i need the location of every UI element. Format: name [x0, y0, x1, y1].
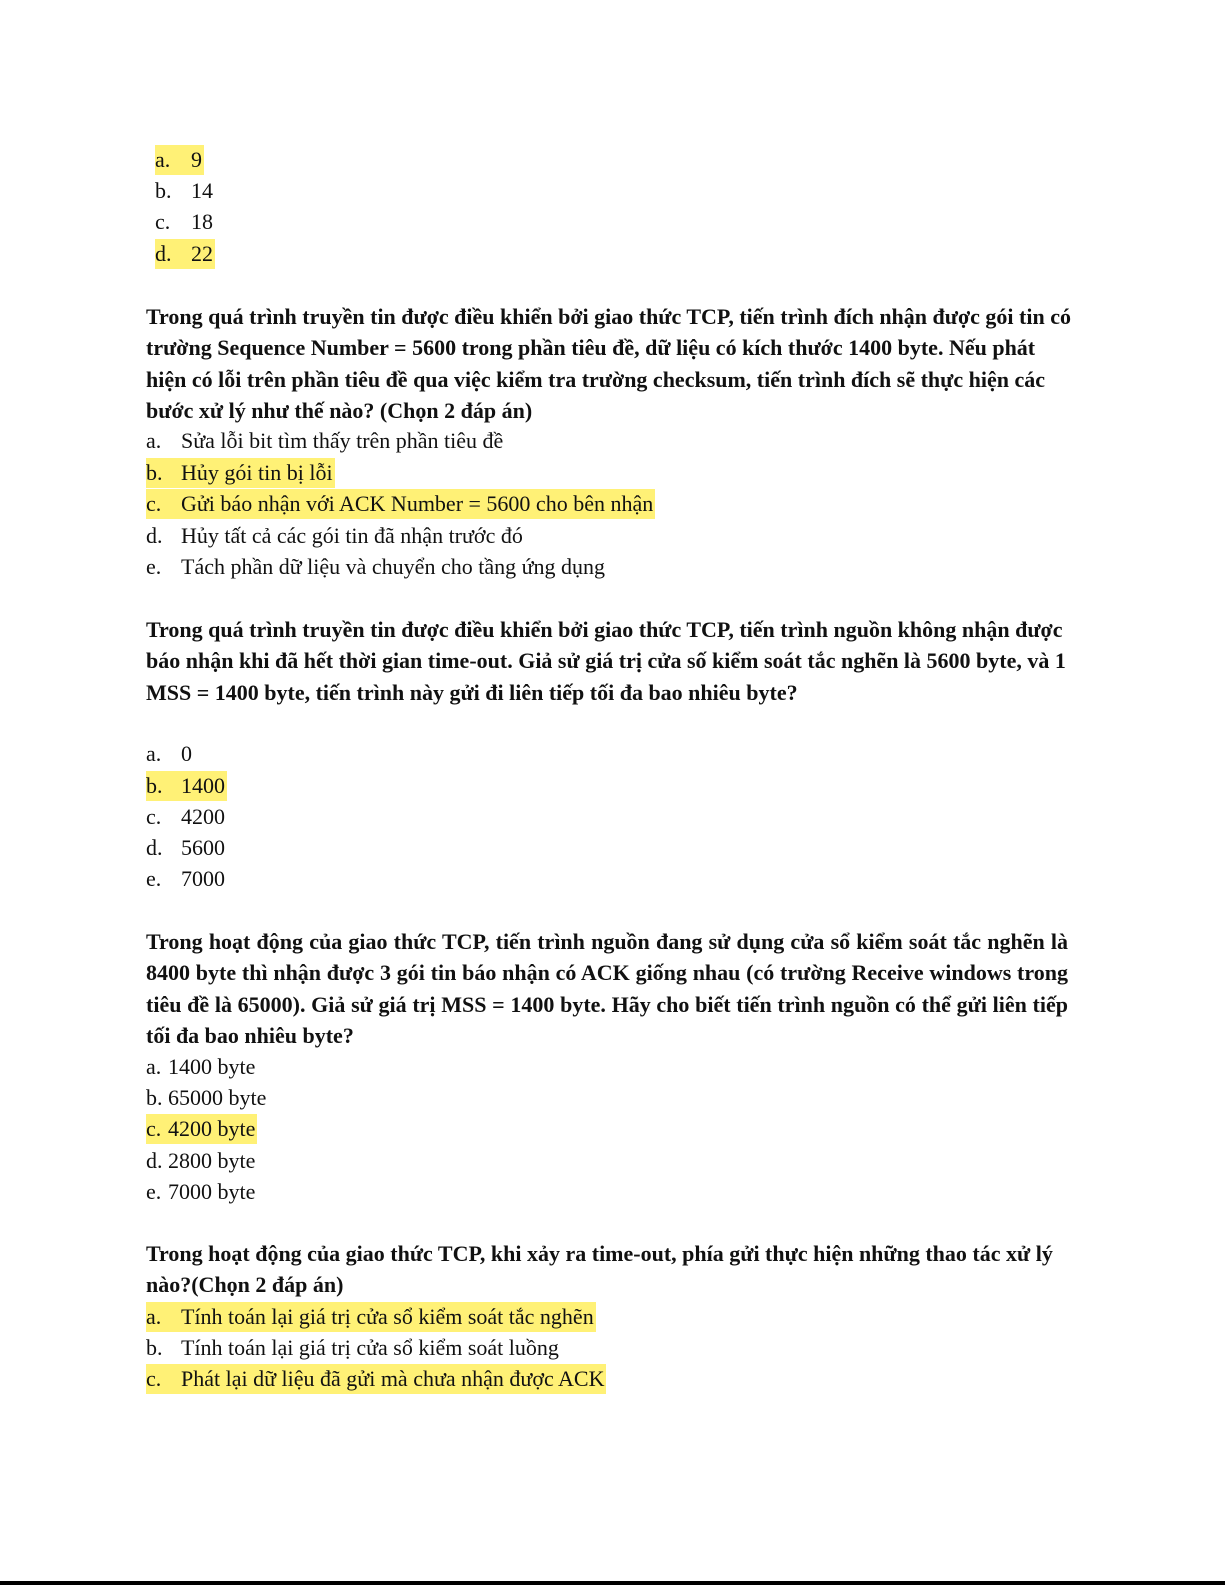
q4-option-b — [146, 1332, 561, 1363]
option-text: 65000 byte — [168, 1085, 267, 1110]
option-text: 1400 byte — [168, 1054, 256, 1079]
q4-option-a — [146, 1301, 596, 1332]
q1-option-e — [146, 551, 607, 582]
option-highlight — [146, 1146, 257, 1176]
q3-option-a — [146, 1051, 257, 1082]
option-letter: d. — [155, 241, 172, 266]
option-highlight — [146, 426, 505, 456]
q3-option-c — [146, 1113, 257, 1144]
option-text: Phát lại dữ liệu đã gửi mà chưa nhận được ACK — [181, 1366, 605, 1391]
option-letter: c. — [155, 209, 171, 234]
option-letter: a. — [146, 1304, 162, 1329]
option-text: 2800 byte — [168, 1148, 256, 1173]
q3-option-d — [146, 1145, 257, 1176]
q2-option-b — [146, 770, 227, 801]
page-bottom-rule — [0, 1581, 1225, 1585]
option-letter: e. — [146, 866, 162, 891]
option-text: Tính toán lại giá trị cửa sổ kiểm soát tắc nghẽn — [181, 1304, 594, 1329]
option-highlight — [146, 1364, 606, 1394]
option-highlight — [146, 802, 227, 832]
option-letter: c. — [146, 491, 162, 516]
option-letter: b. — [146, 773, 163, 798]
option-highlight — [155, 239, 215, 269]
option-letter: d. — [146, 835, 163, 860]
option-text: 5600 — [181, 835, 225, 860]
option-text: 18 — [191, 209, 213, 234]
option-text: 9 — [191, 147, 202, 172]
question-text: Trong hoạt động của giao thức TCP, tiến trình nguồn đang sử dụng cửa sổ kiểm soát tắc nghẽn là 8400 byte thì nhận được 3 gói tin báo nhận có ACK giống nhau (có trường Receive windows trong tiêu đề là 65000). Giả sử giá trị MSS = 1400 byte. Hãy cho biết tiến trình nguồn có thể gửi liên tiếp tối đa bao nhiêu byte? — [146, 929, 1068, 1048]
question-text: Trong quá trình truyền tin được điều khiển bởi giao thức TCP, tiến trình đích nhận được gói tin có trường Sequence Number = 5600 trong phần tiêu đề, dữ liệu có kích thước 1400 byte. Nếu phát hiện có lỗi trên phần tiêu đề qua việc kiểm tra trường checksum, tiến trình đích sẽ thực hiện các bước xử lý như thế nào? (Chọn 2 đáp án) — [146, 304, 1071, 423]
q2-option-c — [146, 801, 227, 832]
option-text: 4200 — [181, 804, 225, 829]
option-letter: c. — [146, 1116, 162, 1141]
prev-option-b — [155, 175, 215, 206]
option-highlight — [155, 176, 215, 206]
option-highlight — [146, 489, 655, 519]
option-highlight — [146, 739, 194, 769]
option-highlight — [146, 458, 335, 488]
option-highlight — [146, 1302, 596, 1332]
option-letter: b. — [146, 1335, 163, 1360]
option-text: Hủy gói tin bị lỗi — [181, 460, 333, 485]
question-text: Trong hoạt động của giao thức TCP, khi xảy ra time-out, phía gửi thực hiện những thao tác xử lý nào?(Chọn 2 đáp án) — [146, 1241, 1053, 1298]
q1-option-b — [146, 457, 335, 488]
option-highlight — [155, 207, 215, 237]
option-highlight — [146, 1333, 561, 1363]
option-highlight — [146, 1177, 257, 1207]
option-text: Hủy tất cả các gói tin đã nhận trước đó — [181, 523, 523, 548]
option-text: Sửa lỗi bit tìm thấy trên phần tiêu đề — [181, 428, 504, 453]
option-highlight — [146, 1052, 257, 1082]
prev-option-a — [155, 144, 204, 175]
option-letter: b. — [146, 1085, 163, 1110]
q1-option-d — [146, 520, 525, 551]
option-letter: b. — [155, 178, 172, 203]
option-highlight — [146, 833, 227, 863]
option-text: Tính toán lại giá trị cửa sổ kiểm soát luồng — [181, 1335, 559, 1360]
option-text: 0 — [181, 741, 192, 766]
question-text: Trong quá trình truyền tin được điều khiển bởi giao thức TCP, tiến trình nguồn không nhận được báo nhận khi đã hết thời gian time-out. Giả sử giá trị cửa số kiểm soát tắc nghẽn là 5600 byte, và 1 MSS = 1400 byte, tiến trình này gửi đi liên tiếp tối đa bao nhiêu byte? — [146, 617, 1066, 705]
option-letter: e. — [146, 1179, 162, 1204]
option-letter: c. — [146, 1366, 162, 1391]
option-text: Tách phần dữ liệu và chuyển cho tầng ứng dụng — [181, 554, 606, 579]
option-letter: a. — [146, 428, 162, 453]
prev-option-c — [155, 206, 215, 237]
option-letter: d. — [146, 1148, 163, 1173]
option-letter: a. — [146, 741, 162, 766]
option-text: 4200 byte — [168, 1116, 256, 1141]
option-letter: a. — [155, 147, 171, 172]
option-highlight — [146, 864, 227, 894]
option-text: 14 — [191, 178, 213, 203]
option-highlight — [146, 1114, 257, 1144]
q2-option-e — [146, 863, 227, 894]
prev-option-d — [155, 238, 215, 269]
option-highlight — [155, 145, 204, 175]
q3-option-b — [146, 1082, 268, 1113]
option-highlight — [146, 1083, 268, 1113]
option-text: 22 — [191, 241, 213, 266]
q1-option-c — [146, 488, 655, 519]
option-text: 7000 — [181, 866, 225, 891]
option-letter: e. — [146, 554, 162, 579]
option-text: 7000 byte — [168, 1179, 256, 1204]
q1-option-a — [146, 425, 505, 456]
option-highlight — [146, 521, 525, 551]
option-text: Gửi báo nhận với ACK Number = 5600 cho bên nhận — [181, 491, 654, 516]
option-letter: a. — [146, 1054, 162, 1079]
option-highlight — [146, 552, 607, 582]
q2-option-a — [146, 738, 194, 769]
option-highlight — [146, 771, 227, 801]
option-letter: b. — [146, 460, 163, 485]
q3-option-e — [146, 1176, 257, 1207]
q2-option-d — [146, 832, 227, 863]
q4-option-c — [146, 1363, 606, 1394]
option-text: 1400 — [181, 773, 225, 798]
option-letter: c. — [146, 804, 162, 829]
option-letter: d. — [146, 523, 163, 548]
